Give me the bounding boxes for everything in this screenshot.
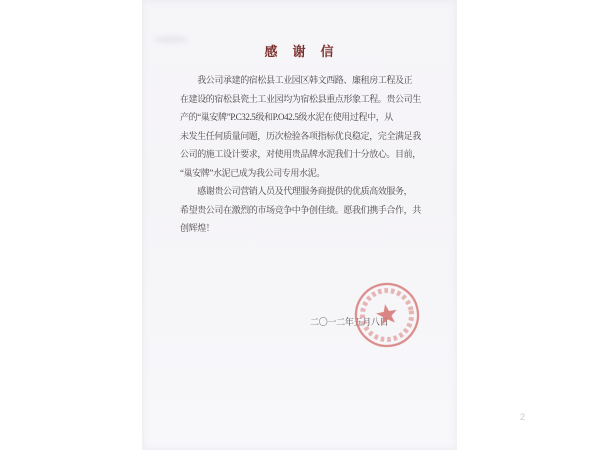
scanned-letter-page (142, 0, 457, 450)
body-line: 在建设的宿松县瓷土工业园均为宿松县重点形象工程。贵公司生 (180, 93, 421, 104)
body-line: 产的“巢安牌”P.C32.5级和P.O42.5级水泥在使用过程中，从 (180, 112, 393, 122)
letter-title: 感 谢 信 (264, 45, 335, 60)
body-line: 创辉煌！ (180, 223, 215, 233)
letter-date: 二〇一二年五月八日 (310, 317, 389, 327)
page-number: 2 (520, 412, 526, 422)
body-line: 我公司承建的宿松县工业园区韩文西路、廉租房工程及正 (180, 75, 413, 85)
body-line: 未发生任何质量问题，历次检验各项指标优良稳定，完全满足我 (180, 130, 421, 141)
body-line: 感谢贵公司营销人员及代理服务商提供的优质高效服务， (180, 186, 413, 196)
company-seal (341, 269, 434, 362)
letter-body (180, 71, 422, 238)
body-line: 公司的施工设计要求，对使用贵品牌水泥我们十分放心。目前， (180, 149, 421, 159)
body-line: “巢安牌”水泥已成为我公司专用水泥。 (180, 167, 325, 178)
scan-smudge-artifact (154, 36, 188, 43)
body-line: 希望贵公司在激烈的市场竞争中争创佳绩。愿我们携手合作，共 (180, 204, 421, 215)
seal-star-icon (375, 302, 399, 325)
